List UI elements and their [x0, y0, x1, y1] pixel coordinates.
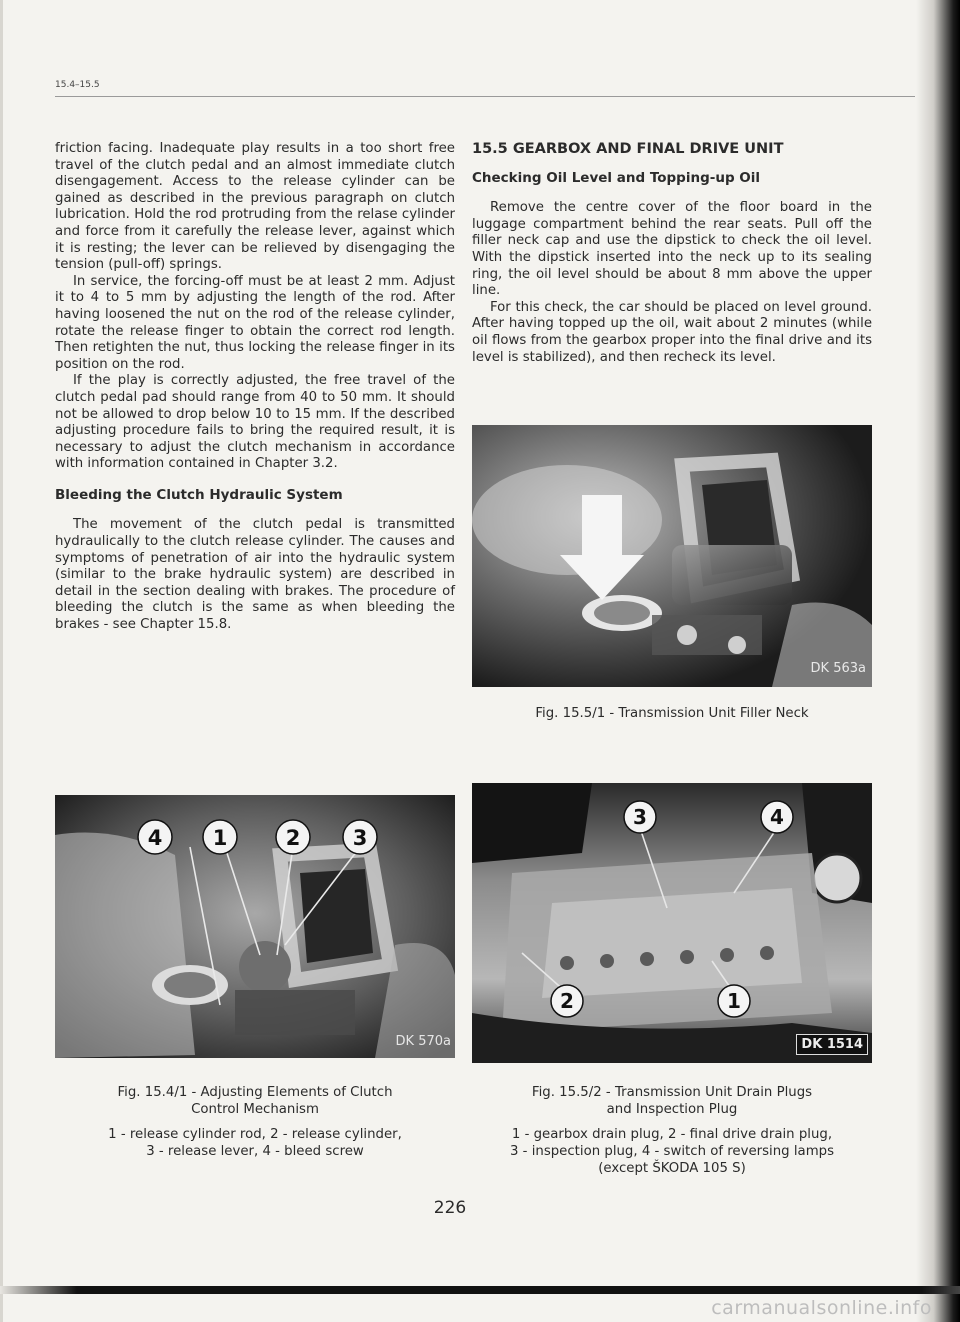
- fig-1514-legend-line-2: 3 - inspection plug, 4 - switch of reversing lamps: [509, 1144, 835, 1159]
- oil-level-subheading: Checking Oil Level and Topping-up Oil: [472, 169, 761, 186]
- fig-570-caption-text: Fig. 15.4/1 - Adjusting Elements of Clutch Control Mechanism: [117, 1085, 393, 1117]
- fig-1514-caption-line-1: Fig. 15.5/2 - Transmission Unit Drain Plugs: [531, 1085, 813, 1100]
- fig-563-caption: Fig. 15.5/1 - Transmission Unit Filler Neck: [535, 706, 809, 721]
- bleeding-paragraph: The movement of the clutch pedal is transmitted hydraulically to the clutch release cylinder. The causes and symptoms of penetration of air into the hydraulic system (similar to the brake hydraulic system) are described in detail in the section dealing with brakes. The procedure of bleeding the clutch is the same as when bleeding the brakes - see Chapter 15.8.: [55, 517, 455, 633]
- bleeding-subheading: Bleeding the Clutch Hydraulic System: [55, 486, 343, 503]
- right-column: [472, 141, 872, 366]
- fig-1514-caption: [472, 1084, 872, 1118]
- callout-3: 3: [352, 826, 368, 850]
- callout-4: 4: [147, 826, 163, 850]
- left-paragraph-2: In service, the forcing-off must be at least 2 mm. Adjust it to 4 to 5 mm by adjusting the length of the rod. After having loosened the nut on the rod of the release cylinder, rotate the release finger to obtain the correct rod length. Then retighten the nut, thus locking the release finger in its position on the rod.: [55, 273, 455, 372]
- scan-right-edge: [916, 0, 960, 1322]
- section-heading: 15.5 GEARBOX AND FINAL DRIVE UNIT: [472, 141, 784, 157]
- filler-neck-photo: [472, 425, 872, 687]
- drain-plugs-photo: [472, 783, 872, 1063]
- clutch-mechanism-photo: [55, 795, 455, 1058]
- watermark: carmanualsonline.info: [711, 1297, 932, 1319]
- left-paragraph-3: If the play is correctly adjusted, the free travel of the clutch pedal pad should range from 40 to 50 mm. It should not be allowed to drop below 10 to 15 mm. If the described adjusting procedure fails to bring the required result, it is necessary to adjust the clutch mechanism in accordance with information contained in Chapter 3.2.: [55, 373, 455, 472]
- left-column: [55, 141, 455, 634]
- callout-2: 2: [560, 989, 574, 1013]
- fig-1514-caption-line-2: and Inspection Plug: [606, 1102, 738, 1117]
- fig-1514-legend: [472, 1126, 872, 1177]
- right-paragraph-2: For this check, the car should be placed on level ground. After having topped up the oil, wait about 2 minutes (while oil flows from the gearbox proper into the final drive and its level is stabilized), and then recheck its level.: [472, 299, 872, 365]
- header-rule: [55, 96, 915, 97]
- callout-2: 2: [285, 826, 301, 850]
- right-paragraph-1: Remove the centre cover of the floor board in the luggage compartment behind the rear seats. Pull off the filler neck cap and use the dipstick to check the oil level. With the dipstick inserted into the neck up to its sealing ring, the oil level should be about 8 mm above the upper line.: [472, 200, 872, 299]
- callout-1: 1: [727, 989, 741, 1013]
- fig-563-ref-code: DK 563a: [810, 661, 866, 676]
- fig-570-legend-line-2: 3 - release lever, 4 - bleed screw: [146, 1144, 364, 1159]
- fig-570-legend-line-1: 1 - release cylinder rod, 2 - release cylinder,: [108, 1127, 402, 1142]
- page-number: 226: [433, 1198, 467, 1218]
- fig-1514-legend-line-1: 1 - gearbox drain plug, 2 - final drive drain plug,: [511, 1127, 833, 1142]
- fig-1514-ref-code: DK 1514: [796, 1034, 868, 1055]
- scan-footer-bar: [0, 1286, 960, 1294]
- page-code: 15.4–15.5: [55, 80, 100, 90]
- callout-4: 4: [770, 805, 784, 829]
- fig-570-ref-code: DK 570a: [395, 1034, 451, 1049]
- callout-1: 1: [212, 826, 228, 850]
- page-left-edge: [0, 0, 3, 1322]
- fig-1514-legend-line-3: (except ŠKODA 105 S): [598, 1161, 746, 1176]
- left-paragraph-1: friction facing. Inadequate play results in a too short free travel of the clutch pedal and an almost immediate clutch disengagement. Access to the release cylinder can be gained as described in the previous paragraph on clutch lubrication. Hold the rod protruding from the relase cylinder and force from it carefully the release lever, against which it is resting; the lever can be relieved by disengaging the tension (pull-off) springs.: [55, 141, 455, 273]
- fig-570-legend: [55, 1126, 455, 1160]
- fig-570-caption: [55, 1084, 455, 1118]
- callout-3: 3: [633, 805, 647, 829]
